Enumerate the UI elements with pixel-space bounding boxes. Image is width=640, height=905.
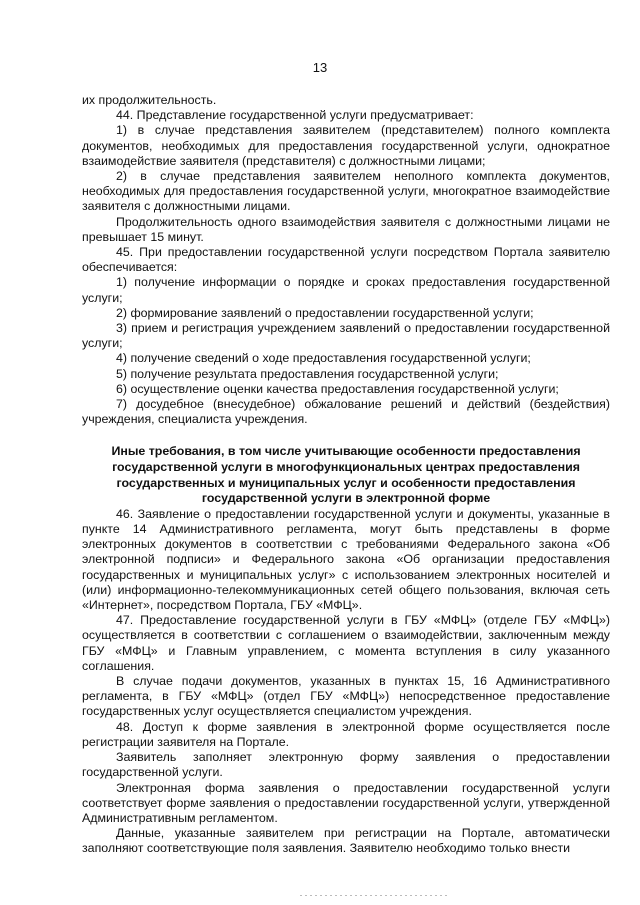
page-number: 13 [312, 60, 328, 75]
paragraph-44-item-2: 2) в случае представления заявителем неполного комплекта документов, необходимых для предоставления государственной услуги, многократное взаимодействие заявителя с должностными лицами. [82, 169, 610, 214]
paragraph-45-item-6: 6) осуществление оценки качества предоставления государственной услуги; [116, 381, 559, 396]
paragraph-48: 48. Доступ к форме заявления в электронной форме осуществляется после регистрации заявителя на Портале. [82, 719, 610, 749]
paragraph-45-item-7: 7) досудебное (внесудебное) обжалование решений и действий (бездействия) учреждения, специалиста учреждения. [82, 397, 610, 427]
paragraph-44: 44. Представление государственной услуги предусматривает: [116, 108, 474, 123]
paragraph-45-item-1: 1) получение информации о порядке и сроках предоставления государственной услуги; [82, 275, 610, 305]
scan-artifact-line [300, 895, 450, 896]
paragraph-document-submission: В случае подачи документов, указанных в пунктах 15, 16 Административного регламента, в ГБУ «МФЦ» (отдел ГБУ «МФЦ») непосредственное предоставление государственных услуг осуществляется специалистом учреждения. [82, 674, 610, 719]
paragraph-interaction-duration: Продолжительность одного взаимодействия заявителя с должностными лицами не превышает 15 минут. [82, 214, 610, 244]
paragraph-electronic-form: Электронная форма заявления о предоставлении государственной услуги соответствует форме заявления о предоставлении государственной услуги, утвержденной Административным регламентом. [82, 780, 610, 825]
paragraph-47: 47. Предоставление государственной услуги в ГБУ «МФЦ» (отделе ГБУ «МФЦ») осуществляется в соответствии с соглашением о взаимодействии, заключенным между ГБУ «МФЦ» и Главным управлением, с момента вступления в силу указанного соглашения. [82, 613, 610, 673]
document-body [82, 93, 610, 857]
paragraph-46: 46. Заявление о предоставлении государственной услуги и документы, указанные в пункте 14 Административного регламента, могут быть представлены в форме электронных документов в соответствии с требованиями Федерального закона «Об электронной подписи» и Федерального закона «Об организации предоставления государственных и муниципальных услуг» с использованием электронных носителей и (или) информационно-телекоммуникационных сетей общего пользования, включая сеть «Интернет», посредством Портала, ГБУ «МФЦ». [82, 506, 610, 613]
paragraph-continuation: их продолжительность. [82, 93, 217, 107]
paragraph-applicant-fills-form: Заявитель заполняет электронную форму заявления о предоставлении государственной услуги. [82, 750, 610, 780]
paragraph-45-item-2: 2) формирование заявлений о предоставлении государственной услуги; [116, 305, 534, 320]
paragraph-portal-data: Данные, указанные заявителем при регистрации на Портале, автоматически заполняют соответствующие поля заявления. Заявителю необходимо только внести [82, 826, 610, 856]
paragraph-45-item-3: 3) прием и регистрация учреждением заявлений о предоставлении государственной услуги; [82, 321, 610, 351]
paragraph-45: 45. При предоставлении государственной услуги посредством Портала заявителю обеспечивается: [82, 245, 610, 275]
section-heading: Иные требования, в том числе учитывающие особенности предоставления государственной услуги в многофункциональных центрах предоставления государственных и муниципальных услуг и особенности предоставления государственной услуги в электронной форме [111, 444, 581, 506]
paragraph-44-item-1: 1) в случае представления заявителем (представителем) полного комплекта документов, необходимых для предоставления государственной услуги, однократное взаимодействие заявителя (представителя) с должностными лицами; [82, 123, 610, 168]
paragraph-45-item-5: 5) получение результата предоставления государственной услуги; [116, 366, 499, 381]
paragraph-45-item-4: 4) получение сведений о ходе предоставления государственной услуги; [116, 351, 531, 366]
